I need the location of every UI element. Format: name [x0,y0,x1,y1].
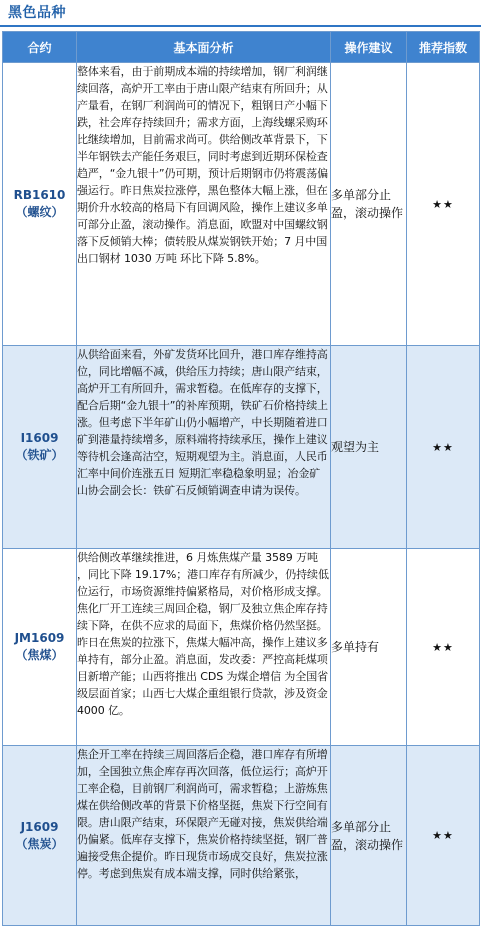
table-row [3,746,480,926]
analysis-cell: 整体来看，由于前期成本端的持续增加，钢厂利润继续回落，高炉开工率由于唐山限产结束有所回升；从产量看，在钢厂利润尚可的情况下，粗钢日产小幅下跌，社会库存持续回升；需求方面，上海线螺采购环比继续增加，目前需求尚可。供给侧改革背景下，下半年钢铁去产能任务艰巨，同时考虑到近期环保检查趋严，“金九银十”仍可期，预计后期钢市仍将震荡偏强运行。昨日焦炭拉涨停，黑色整体大幅上涨，但在期价升水较高的格局下有回调风险，操作上建议多单可部分止盈，滚动操作。消息面，欧盟对中国螺纹钢落下反倾销大棒；债转股从煤炭钢铁开始；7 月中国出口钢材 1030 万吨 环比下降 5.8%。 [77,63,331,346]
contract-name: （铁矿） [15,448,64,462]
contract-name: （焦煤） [15,648,64,662]
analysis-cell: 供给侧改革继续推进，6 月炼焦煤产量 3589 万吨 ，同比下降 19.17%；港口库存有所减少，仍持续低位运行，市场资源维持偏紧格局，对价格形成支撑。焦化厂开工连续三周回企稳，钢厂及独立焦企库存持续下降，在供不应求的局面下，焦煤价格仍然坚挺。昨日在焦炭的拉涨下，焦煤大幅冲高，操作上建议多单持有，部分止盈。消息面，发改委：严控高耗煤项目新增产能；山西将推出 CDS 为煤企增信 为全国省级层面首家；山西七大煤企重组银行贷款，涉及资金 4000 亿。 [77,549,331,746]
contract-code: RB1610 [13,188,66,202]
contract-cell [3,346,77,549]
analysis-cell: 从供给面来看，外矿发货环比回升，港口库存维持高位，同比增幅不减，供给压力持续；唐山限产结束，高炉开工有所回升，需求暂稳。在低库存的支撑下，配合后期“金九银十”的补库预期，铁矿石价格持续上涨。但考虑下半年矿山仍小幅增产，中长期随着进口矿到港量持续增多，原料端将持续承压，操作上建议等待机会逢高沽空，短期观望为主。消息面，人民币汇率中间价连涨五日 短期汇率稳稳象明显；冶金矿山协会副会长：铁矿石反倾销调查申请为误传。 [77,346,331,549]
contract-name: （焦炭） [15,836,64,851]
strategy-table [2,31,480,926]
advice-cell: 多单持有 [331,549,407,746]
contract-code: I1609 [20,431,59,445]
table-header-row [3,32,480,63]
table-row [3,63,480,346]
contract-cell [3,746,77,926]
contract-cell [3,549,77,746]
header-advice: 操作建议 [331,32,407,63]
section-title: 黑色品种 [8,5,66,21]
table-row [3,346,480,549]
contract-code: J1609 [20,819,59,834]
contract-cell [3,63,77,346]
rating-stars: ★★ [407,63,480,346]
analysis-cell: 焦企开工率在持续三周回落后企稳，港口库存有所增加，全国独立焦企库存再次回落，低位运行；高炉开工率企稳，目前钢厂利润尚可，需求暂稳；上游炼焦煤在供给侧改革的背景下价格坚挺，焦炭下行空间有限。唐山限产结束，环保限产无碰对接，焦炭供给端仍偏紧。低库存支撑下，焦炭价格持续坚挺，钢厂普遍接受焦企提价。昨日现货市场成交良好，焦炭拉涨停。考虑到焦炭有成本端支撑，同时供给紧张， [77,746,331,926]
contract-code: JM1609 [14,631,65,645]
title-divider [0,25,481,27]
header-index: 推荐指数 [407,32,480,63]
advice-cell: 多单部分止盈，滚动操作 [331,63,407,346]
rating-stars: ★★ [407,746,480,926]
advice-cell: 多单部分止盈，滚动操作 [331,746,407,926]
advice-cell: 观望为主 [331,346,407,549]
rating-stars: ★★ [407,346,480,549]
contract-name: （螺纹） [15,205,64,219]
rating-stars: ★★ [407,549,480,746]
table-row [3,549,480,746]
header-analysis: 基本面分析 [77,32,331,63]
header-contract: 合约 [3,32,77,63]
